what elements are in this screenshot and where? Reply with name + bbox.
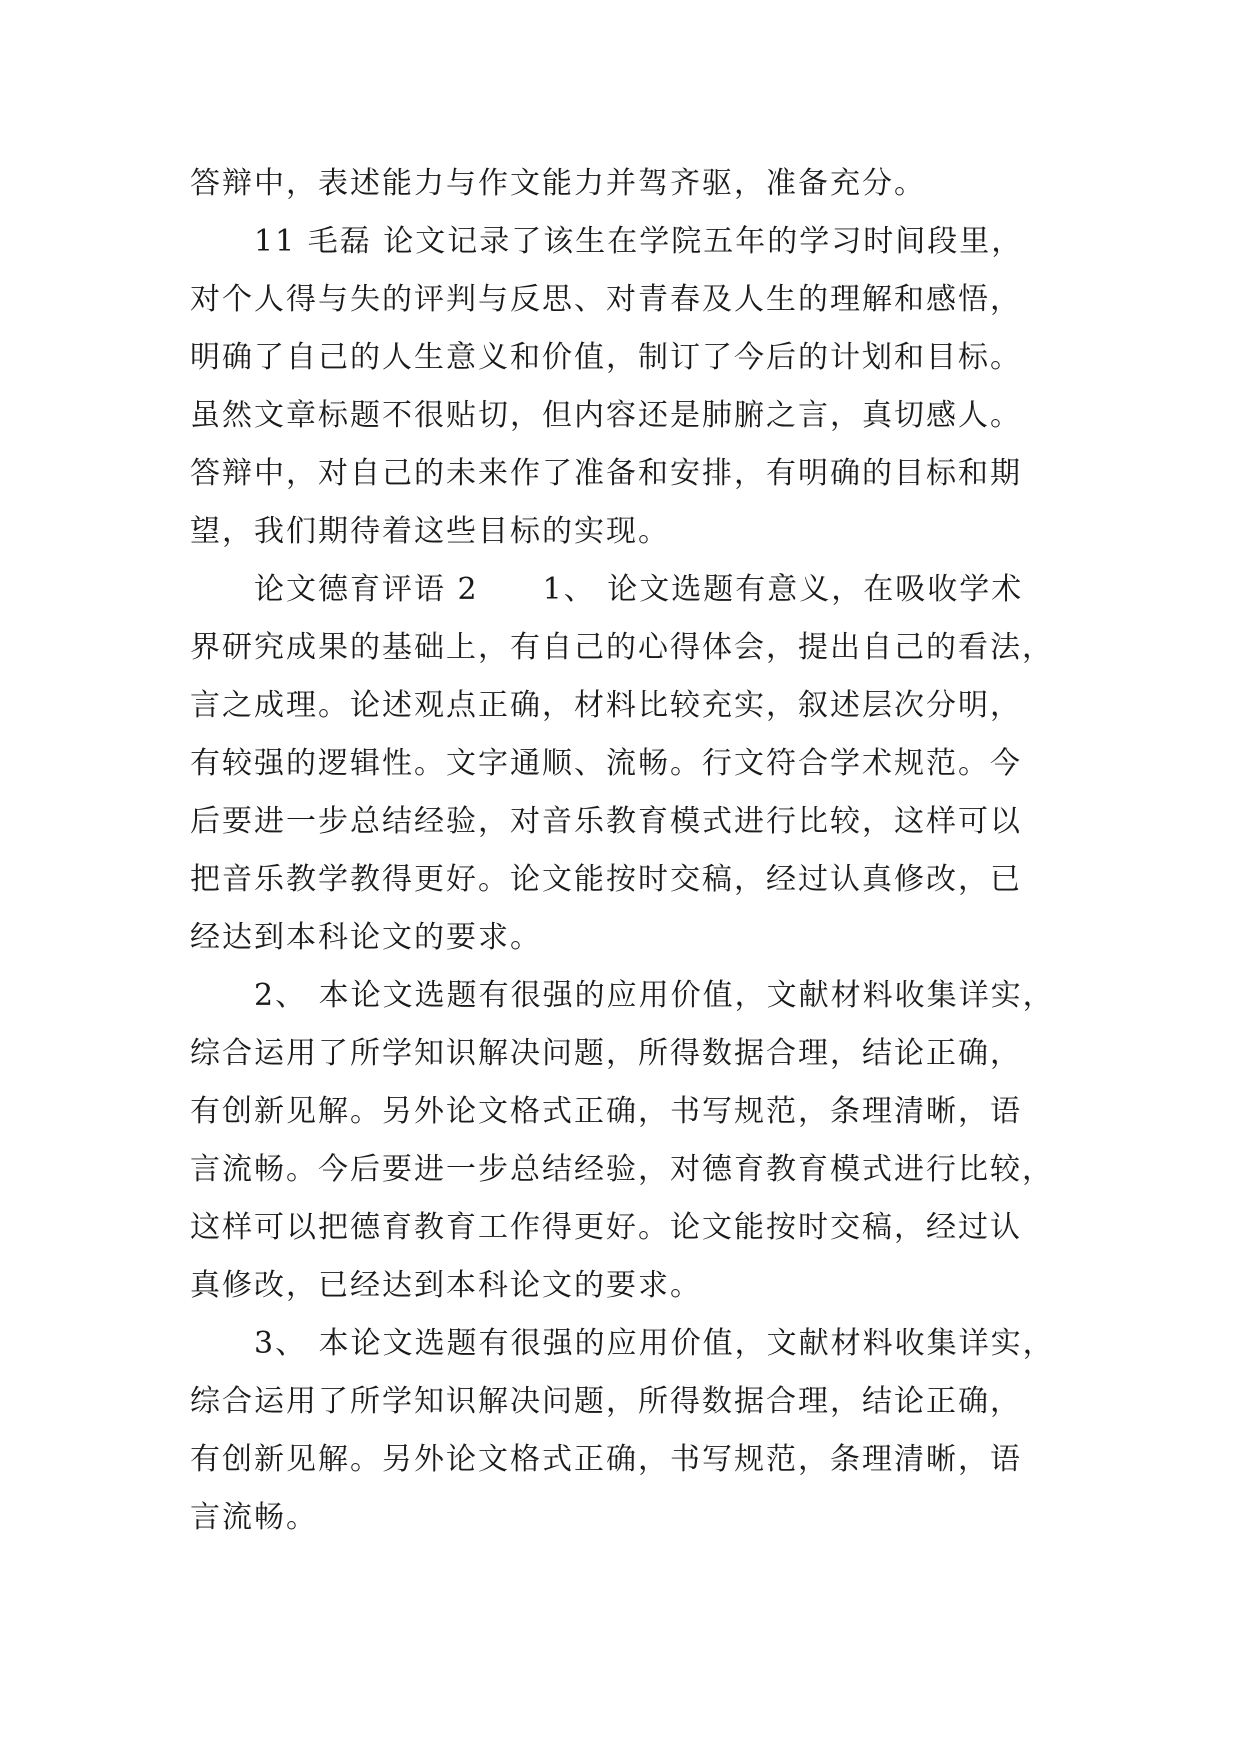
text-line: 对个人得与失的评判与反思、对青春及人生的理解和感悟， (190, 282, 1022, 317)
text-line: 2、 本论文选题有很强的应用价值，文献材料收集详实， (254, 978, 1055, 1013)
text-line: 有创新见解。另外论文格式正确，书写规范，条理清晰，语 (190, 1094, 1022, 1129)
text-line: 虽然文章标题不很贴切，但内容还是肺腑之言，真切感人。 (190, 398, 1022, 433)
text-line: 答辩中，对自己的未来作了准备和安排，有明确的目标和期 (190, 456, 1022, 491)
text-line: 答辩中，表述能力与作文能力并驾齐驱，准备充分。 (190, 166, 926, 201)
text-line: 言之成理。论述观点正确，材料比较充实，叙述层次分明， (190, 688, 1022, 723)
text-line: 言流畅。 (190, 1500, 318, 1535)
text-line: 经达到本科论文的要求。 (190, 920, 542, 955)
document-body (190, 155, 1060, 1547)
text-line: 有较强的逻辑性。文字通顺、流畅。行文符合学术规范。今 (190, 746, 1022, 781)
text-line: 这样可以把德育教育工作得更好。论文能按时交稿，经过认 (190, 1210, 1022, 1245)
text-line: 有创新见解。另外论文格式正确，书写规范，条理清晰，语 (190, 1442, 1022, 1477)
text-line: 言流畅。今后要进一步总结经验，对德育教育模式进行比较， (190, 1152, 1054, 1187)
text-line: 综合运用了所学知识解决问题，所得数据合理，结论正确， (190, 1036, 1022, 1071)
text-line: 3、 本论文选题有很强的应用价值，文献材料收集详实， (254, 1326, 1055, 1361)
text-line: 后要进一步总结经验，对音乐教育模式进行比较，这样可以 (190, 804, 1022, 839)
text-line: 综合运用了所学知识解决问题，所得数据合理，结论正确， (190, 1384, 1022, 1419)
text-line: 界研究成果的基础上，有自己的心得体会，提出自己的看法， (190, 630, 1054, 665)
text-line: 把音乐教学教得更好。论文能按时交稿，经过认真修改，已 (190, 862, 1022, 897)
text-line: 望，我们期待着这些目标的实现。 (190, 514, 670, 549)
text-line: 明确了自己的人生意义和价值，制订了今后的计划和目标。 (190, 340, 1022, 375)
text-line: 11 毛磊 论文记录了该生在学院五年的学习时间段里， (254, 224, 1024, 259)
text-line: 论文德育评语 2 1、 论文选题有意义，在吸收学术 (254, 572, 1024, 607)
text-line: 真修改，已经达到本科论文的要求。 (190, 1268, 702, 1303)
